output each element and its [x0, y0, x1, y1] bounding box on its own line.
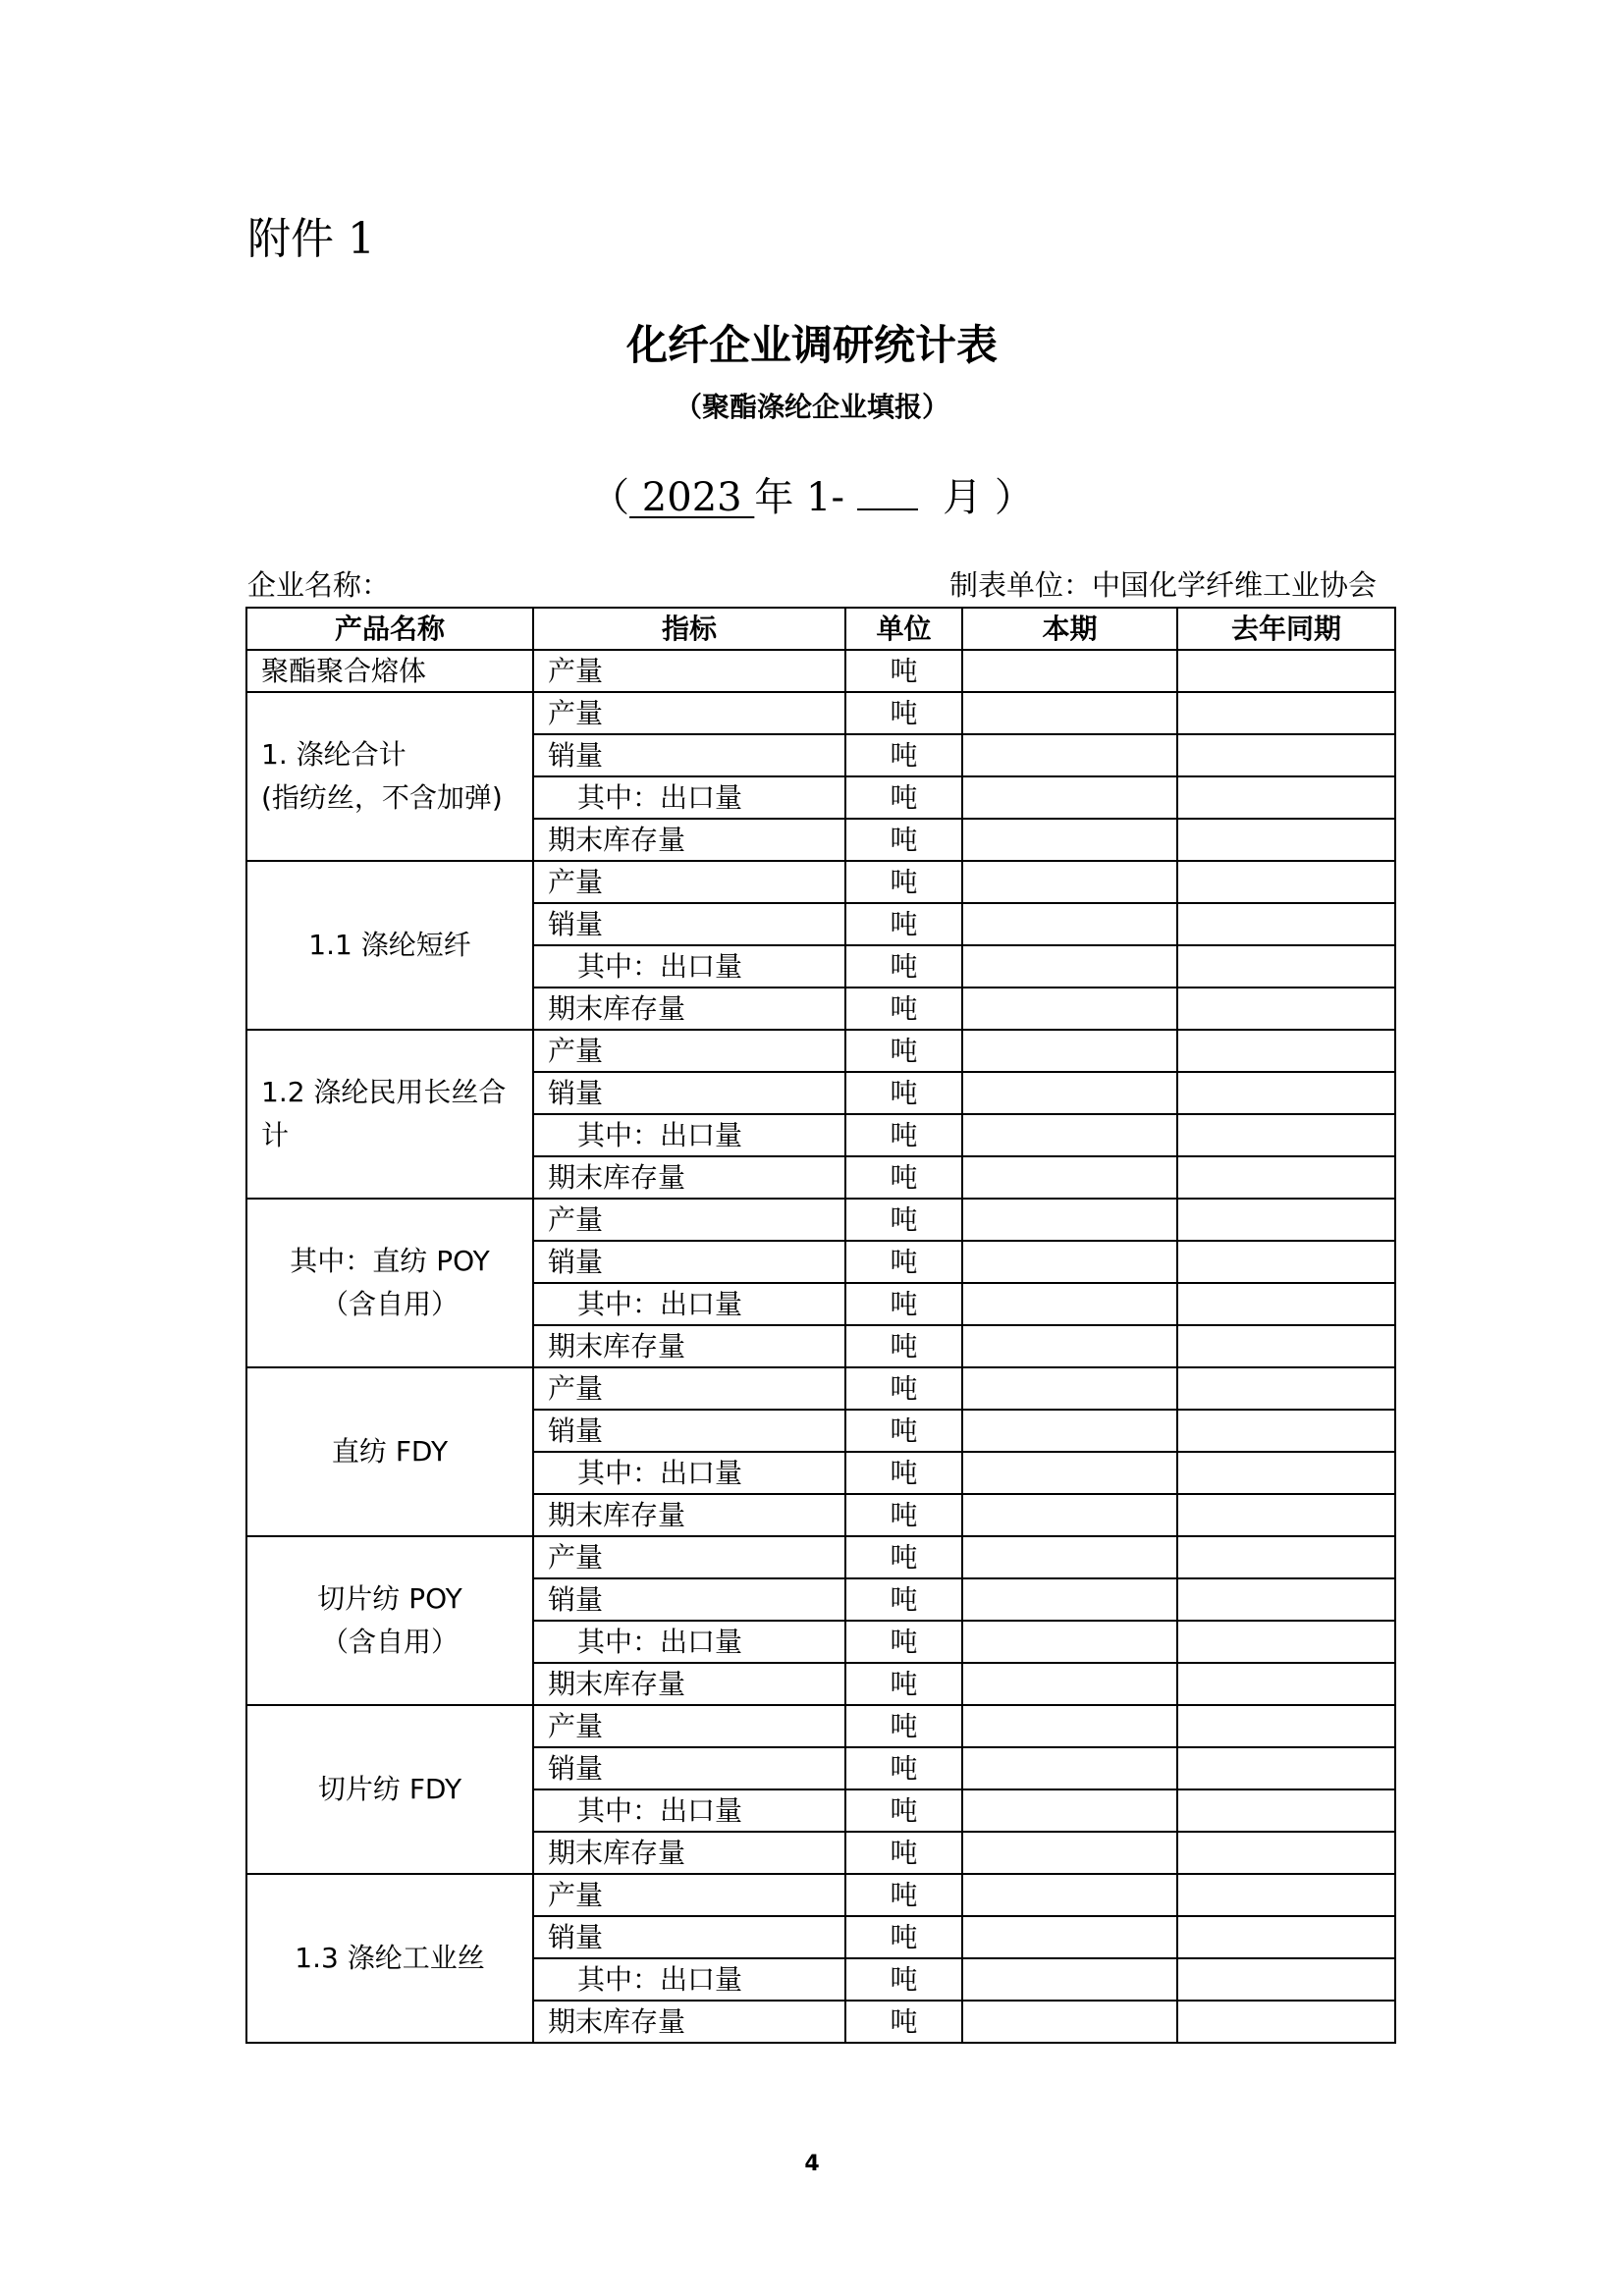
current-period-input[interactable]: [962, 988, 1177, 1030]
indicator-cell: 期末库存量: [533, 1156, 845, 1199]
page-number: 4: [804, 2152, 820, 2176]
current-period-input[interactable]: [962, 903, 1177, 945]
product-name-cell: 1. 涤纶合计 (指纺丝，不含加弹): [246, 692, 533, 861]
indicator-cell: 期末库存量: [533, 1494, 845, 1536]
last-year-input[interactable]: [1177, 1367, 1395, 1410]
unit-cell: 吨: [845, 1114, 962, 1156]
current-period-input[interactable]: [962, 1958, 1177, 2001]
last-year-input[interactable]: [1177, 1410, 1395, 1452]
current-period-input[interactable]: [962, 1621, 1177, 1663]
last-year-input[interactable]: [1177, 861, 1395, 903]
period-year-suffix: 年 1-: [754, 475, 845, 520]
indicator-cell: 销量: [533, 1241, 845, 1283]
last-year-input[interactable]: [1177, 1578, 1395, 1621]
table-row: [246, 1536, 1395, 1578]
last-year-input[interactable]: [1177, 1283, 1395, 1325]
indicator-cell: 其中：出口量: [533, 776, 845, 819]
indicator-cell: 销量: [533, 1410, 845, 1452]
unit-cell: 吨: [845, 1452, 962, 1494]
current-period-input[interactable]: [962, 1241, 1177, 1283]
indicator-cell: 产量: [533, 1536, 845, 1578]
last-year-input[interactable]: [1177, 1156, 1395, 1199]
last-year-input[interactable]: [1177, 1325, 1395, 1367]
current-period-input[interactable]: [962, 945, 1177, 988]
issuer-label: 制表单位：中国化学纤维工业协会: [948, 568, 1377, 602]
current-period-input[interactable]: [962, 1832, 1177, 1874]
unit-cell: 吨: [845, 734, 962, 776]
last-year-input[interactable]: [1177, 1072, 1395, 1114]
period-month-blank[interactable]: [857, 469, 918, 510]
unit-cell: 吨: [845, 650, 962, 692]
period-month-suffix: 月 ）: [943, 475, 1034, 520]
statistics-table: [245, 607, 1396, 2044]
last-year-input[interactable]: [1177, 1832, 1395, 1874]
attachment-label: 附件 1: [247, 214, 375, 264]
indicator-cell: 期末库存量: [533, 1832, 845, 1874]
current-period-input[interactable]: [962, 1199, 1177, 1241]
product-name-cell: 直纺 FDY: [246, 1367, 533, 1536]
unit-cell: 吨: [845, 1832, 962, 1874]
indicator-cell: 产量: [533, 650, 845, 692]
last-year-input[interactable]: [1177, 1030, 1395, 1072]
indicator-cell: 其中：出口量: [533, 945, 845, 988]
unit-cell: 吨: [845, 1367, 962, 1410]
indicator-cell: 产量: [533, 1030, 845, 1072]
unit-cell: 吨: [845, 1705, 962, 1747]
unit-cell: 吨: [845, 1916, 962, 1958]
last-year-input[interactable]: [1177, 945, 1395, 988]
product-name-cell: 1.1 涤纶短纤: [246, 861, 533, 1030]
unit-cell: 吨: [845, 1536, 962, 1578]
unit-cell: 吨: [845, 1621, 962, 1663]
current-period-input[interactable]: [962, 1536, 1177, 1578]
indicator-cell: 产量: [533, 1367, 845, 1410]
current-period-input[interactable]: [962, 861, 1177, 903]
indicator-cell: 产量: [533, 1874, 845, 1916]
header-unit: 单位: [845, 608, 962, 650]
table-row: [246, 692, 1395, 734]
indicator-cell: 其中：出口量: [533, 1114, 845, 1156]
product-name-cell: 1.3 涤纶工业丝: [246, 1874, 533, 2043]
current-period-input[interactable]: [962, 1410, 1177, 1452]
last-year-input[interactable]: [1177, 776, 1395, 819]
current-period-input[interactable]: [962, 1494, 1177, 1536]
reporting-period: [0, 469, 1624, 525]
period-open-paren: （: [590, 475, 630, 520]
table-row: [246, 1874, 1395, 1916]
unit-cell: 吨: [845, 861, 962, 903]
header-current-period: 本期: [962, 608, 1177, 650]
company-name-label: 企业名称：: [247, 568, 391, 602]
unit-cell: 吨: [845, 1325, 962, 1367]
indicator-cell: 销量: [533, 903, 845, 945]
unit-cell: 吨: [845, 1874, 962, 1916]
last-year-input[interactable]: [1177, 903, 1395, 945]
unit-cell: 吨: [845, 1958, 962, 2001]
indicator-cell: 销量: [533, 1747, 845, 1789]
unit-cell: 吨: [845, 1494, 962, 1536]
current-period-input[interactable]: [962, 1367, 1177, 1410]
product-name-cell: 1.2 涤纶民用长丝合计: [246, 1030, 533, 1199]
table-row: [246, 1199, 1395, 1241]
form-subtitle: （聚酯涤纶企业填报）: [674, 391, 949, 423]
current-period-input[interactable]: [962, 1030, 1177, 1072]
unit-cell: 吨: [845, 1241, 962, 1283]
unit-cell: 吨: [845, 1747, 962, 1789]
current-period-input[interactable]: [962, 1705, 1177, 1747]
last-year-input[interactable]: [1177, 734, 1395, 776]
last-year-input[interactable]: [1177, 1452, 1395, 1494]
current-period-input[interactable]: [962, 1916, 1177, 1958]
last-year-input[interactable]: [1177, 1536, 1395, 1578]
last-year-input[interactable]: [1177, 1747, 1395, 1789]
last-year-input[interactable]: [1177, 2001, 1395, 2043]
indicator-cell: 产量: [533, 1199, 845, 1241]
unit-cell: 吨: [845, 1156, 962, 1199]
unit-cell: 吨: [845, 1030, 962, 1072]
current-period-input[interactable]: [962, 1747, 1177, 1789]
indicator-cell: 期末库存量: [533, 2001, 845, 2043]
last-year-input[interactable]: [1177, 1705, 1395, 1747]
indicator-cell: 期末库存量: [533, 988, 845, 1030]
unit-cell: 吨: [845, 1199, 962, 1241]
unit-cell: 吨: [845, 903, 962, 945]
product-name-cell: 其中：直纺 POY （含自用）: [246, 1199, 533, 1367]
last-year-input[interactable]: [1177, 1494, 1395, 1536]
current-period-input[interactable]: [962, 1874, 1177, 1916]
last-year-input[interactable]: [1177, 819, 1395, 861]
indicator-cell: 其中：出口量: [533, 1283, 845, 1325]
current-period-input[interactable]: [962, 1072, 1177, 1114]
indicator-cell: 其中：出口量: [533, 1789, 845, 1832]
product-name-cell: 切片纺 FDY: [246, 1705, 533, 1874]
indicator-cell: 销量: [533, 1578, 845, 1621]
unit-cell: 吨: [845, 1663, 962, 1705]
indicator-cell: 期末库存量: [533, 1325, 845, 1367]
product-name-cell: 聚酯聚合熔体: [246, 650, 533, 692]
current-period-input[interactable]: [962, 2001, 1177, 2043]
indicator-cell: 销量: [533, 734, 845, 776]
unit-cell: 吨: [845, 776, 962, 819]
current-period-input[interactable]: [962, 1789, 1177, 1832]
unit-cell: 吨: [845, 692, 962, 734]
current-period-input[interactable]: [962, 1283, 1177, 1325]
unit-cell: 吨: [845, 2001, 962, 2043]
indicator-cell: 其中：出口量: [533, 1452, 845, 1494]
current-period-input[interactable]: [962, 819, 1177, 861]
table-row: [246, 1030, 1395, 1072]
product-name-cell: 切片纺 POY （含自用）: [246, 1536, 533, 1705]
indicator-cell: 销量: [533, 1916, 845, 1958]
unit-cell: 吨: [845, 1578, 962, 1621]
table-row: [246, 1705, 1395, 1747]
indicator-cell: 产量: [533, 692, 845, 734]
last-year-input[interactable]: [1177, 1958, 1395, 2001]
unit-cell: 吨: [845, 945, 962, 988]
current-period-input[interactable]: [962, 776, 1177, 819]
header-indicator: 指标: [533, 608, 845, 650]
period-year[interactable]: 2023: [629, 475, 755, 520]
indicator-cell: 销量: [533, 1072, 845, 1114]
current-period-input[interactable]: [962, 1452, 1177, 1494]
form-title: 化纤企业调研统计表: [625, 321, 998, 369]
table-row: [246, 1367, 1395, 1410]
last-year-input[interactable]: [1177, 1114, 1395, 1156]
last-year-input[interactable]: [1177, 1663, 1395, 1705]
last-year-input[interactable]: [1177, 1874, 1395, 1916]
current-period-input[interactable]: [962, 692, 1177, 734]
last-year-input[interactable]: [1177, 1199, 1395, 1241]
unit-cell: 吨: [845, 819, 962, 861]
table-row: [246, 650, 1395, 692]
unit-cell: 吨: [845, 1072, 962, 1114]
unit-cell: 吨: [845, 1283, 962, 1325]
header-last-year: 去年同期: [1177, 608, 1395, 650]
current-period-input[interactable]: [962, 1325, 1177, 1367]
last-year-input[interactable]: [1177, 1621, 1395, 1663]
last-year-input[interactable]: [1177, 692, 1395, 734]
last-year-input[interactable]: [1177, 988, 1395, 1030]
indicator-cell: 其中：出口量: [533, 1958, 845, 2001]
last-year-input[interactable]: [1177, 650, 1395, 692]
current-period-input[interactable]: [962, 650, 1177, 692]
unit-cell: 吨: [845, 1789, 962, 1832]
last-year-input[interactable]: [1177, 1241, 1395, 1283]
table-header-row: [246, 608, 1395, 650]
last-year-input[interactable]: [1177, 1916, 1395, 1958]
last-year-input[interactable]: [1177, 1789, 1395, 1832]
current-period-input[interactable]: [962, 734, 1177, 776]
current-period-input[interactable]: [962, 1663, 1177, 1705]
unit-cell: 吨: [845, 1410, 962, 1452]
current-period-input[interactable]: [962, 1578, 1177, 1621]
current-period-input[interactable]: [962, 1114, 1177, 1156]
current-period-input[interactable]: [962, 1156, 1177, 1199]
indicator-cell: 产量: [533, 861, 845, 903]
indicator-cell: 产量: [533, 1705, 845, 1747]
indicator-cell: 期末库存量: [533, 1663, 845, 1705]
indicator-cell: 期末库存量: [533, 819, 845, 861]
header-product: 产品名称: [246, 608, 533, 650]
indicator-cell: 其中：出口量: [533, 1621, 845, 1663]
table-row: [246, 861, 1395, 903]
unit-cell: 吨: [845, 988, 962, 1030]
